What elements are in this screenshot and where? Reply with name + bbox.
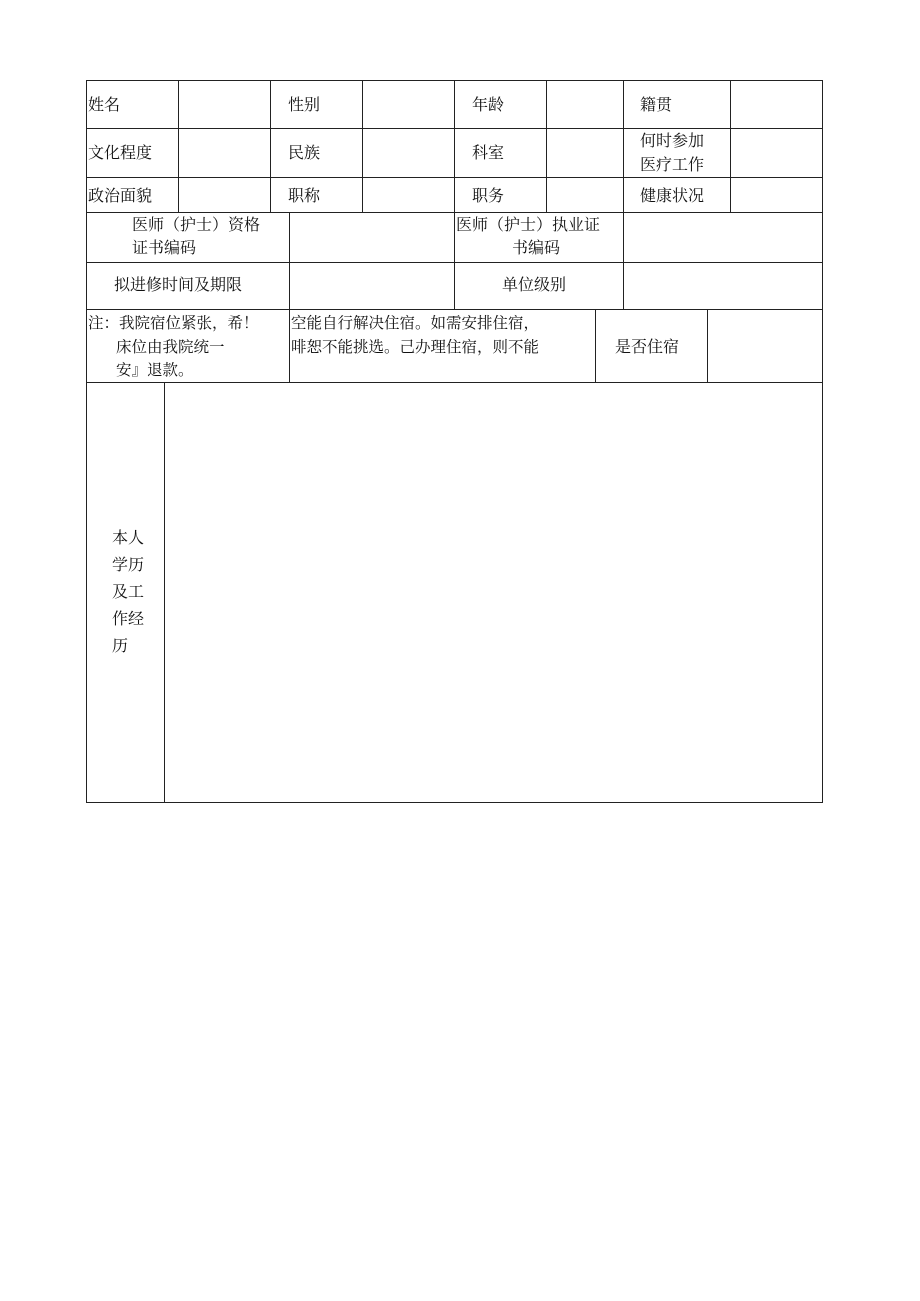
col-divider	[454, 80, 455, 212]
qualification-cert-label-line1: 医师（护士）资格	[132, 215, 261, 234]
history-label-line5: 历	[112, 636, 129, 655]
work-start-label-line2: 医疗工作	[640, 155, 705, 174]
gender-field[interactable]	[363, 81, 453, 127]
study-period-label: 拟进修时间及期限	[114, 275, 243, 294]
professional-title-field[interactable]	[363, 178, 453, 211]
political-status-field[interactable]	[179, 178, 269, 211]
license-cert-field[interactable]	[624, 213, 821, 261]
col-divider	[454, 212, 455, 309]
unit-level-label: 单位级别	[502, 275, 567, 294]
history-label-line2: 学历	[112, 555, 145, 574]
history-label-line4: 作经	[112, 609, 145, 628]
position-field[interactable]	[547, 178, 622, 211]
work-start-field[interactable]	[731, 129, 821, 176]
note-text-line3a: 安』退款。	[116, 361, 194, 379]
note-text-line1a: 注：我院宿位紧张，希！	[88, 314, 259, 332]
age-label: 年龄	[472, 95, 505, 114]
col-divider	[289, 309, 290, 382]
note-text-line1b: 空能自行解决住宿。如需安排住宿，	[291, 314, 540, 332]
license-cert-label-line1: 医师（护士）执业证	[456, 215, 601, 234]
qualification-cert-label-line2: 证书编码	[132, 238, 197, 257]
lodging-label: 是否住宿	[615, 337, 680, 356]
health-status-label: 健康状况	[640, 186, 705, 205]
name-label: 姓名	[88, 95, 121, 114]
education-label: 文化程度	[88, 143, 153, 162]
native-place-label: 籍贯	[640, 95, 673, 114]
note-text-line2b: 啡恕不能挑选。己办理住宿，则不能	[291, 338, 540, 356]
health-status-field[interactable]	[731, 178, 821, 211]
political-status-label: 政治面貌	[88, 186, 153, 205]
application-form-table	[86, 80, 823, 803]
history-label-line3: 及工	[112, 582, 145, 601]
ethnicity-field[interactable]	[363, 129, 453, 176]
gender-label: 性别	[288, 95, 321, 114]
name-field[interactable]	[179, 81, 269, 127]
qualification-cert-field[interactable]	[290, 213, 453, 261]
work-start-label-line1: 何时参加	[640, 131, 705, 150]
col-divider	[623, 80, 624, 212]
history-label-line1: 本人	[112, 528, 145, 547]
col-divider	[270, 80, 271, 212]
native-place-field[interactable]	[731, 81, 821, 127]
department-field[interactable]	[547, 129, 622, 176]
education-work-history-field[interactable]	[165, 383, 821, 801]
position-label: 职务	[472, 186, 505, 205]
unit-level-field[interactable]	[624, 263, 821, 308]
ethnicity-label: 民族	[288, 143, 321, 162]
license-cert-label-line2: 书编码	[512, 238, 561, 257]
department-label: 科室	[472, 143, 505, 162]
education-field[interactable]	[179, 129, 269, 176]
professional-title-label: 职称	[288, 186, 321, 205]
col-divider	[595, 309, 596, 382]
age-field[interactable]	[547, 81, 622, 127]
note-text-line2a: 床位由我院统一	[116, 338, 225, 356]
lodging-field[interactable]	[708, 310, 821, 381]
study-period-field[interactable]	[290, 263, 453, 308]
